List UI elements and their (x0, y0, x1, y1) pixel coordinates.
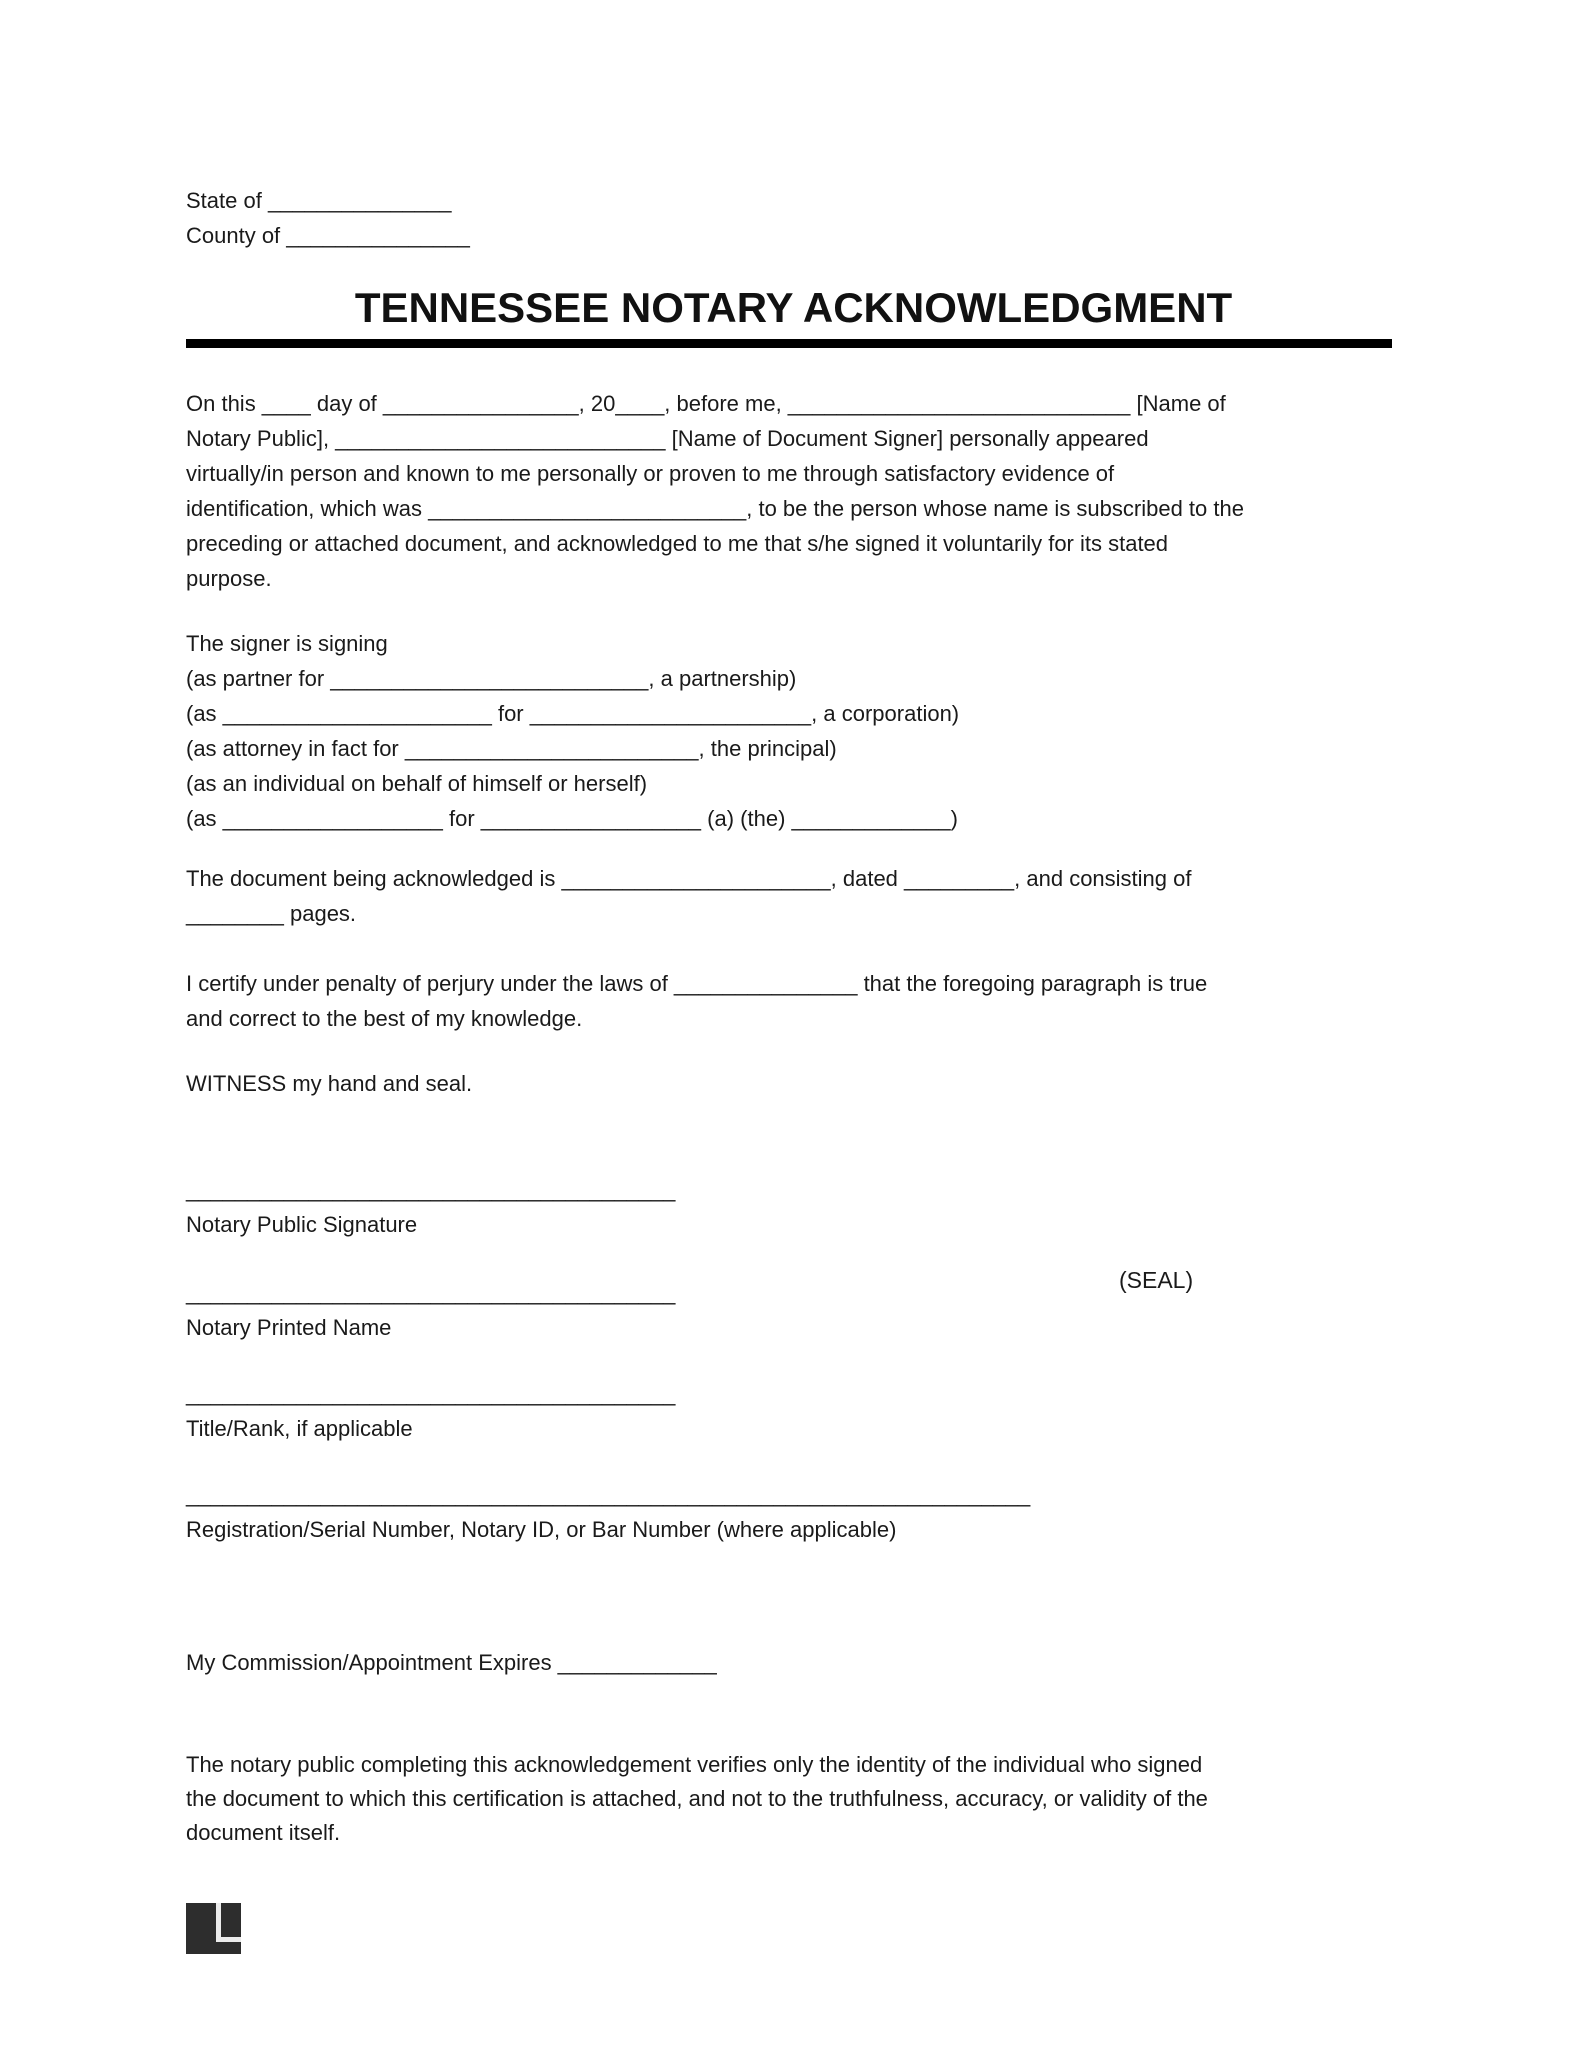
disclaimer-line: the document to which this certification is attached, and not to the truthfulness, accuracy, or validity of the (186, 1786, 1208, 1811)
certification-paragraph (186, 966, 1401, 1036)
signature-rule: _____________________________________________________________________ (186, 1482, 1031, 1507)
witness-statement (186, 1066, 1401, 1101)
intro-paragraph (186, 386, 1401, 596)
legal-templates-logo (186, 1903, 241, 1954)
signature-rule: ________________________________________ (186, 1381, 676, 1406)
signer-line: (as attorney in fact for ________________________, the principal) (186, 736, 837, 761)
disclaimer-line: The notary public completing this acknowledgement verifies only the identity of the individual who signed (186, 1752, 1203, 1777)
state-of-line: State of _______________ (186, 188, 452, 213)
logo-l-horizontal-stripe (216, 1937, 241, 1943)
document-description-line: ________ pages. (186, 901, 357, 926)
notary-disclaimer-paragraph (186, 1748, 1401, 1850)
signature-block-title-rank (186, 1376, 1401, 1446)
signature-rule: ________________________________________ (186, 1177, 676, 1202)
signature-label: Notary Printed Name (186, 1315, 392, 1340)
signer-line: (as partner for __________________________, a partnership) (186, 666, 797, 691)
certification-line: I certify under penalty of perjury under the laws of _______________ that the foregoing paragraph is true (186, 971, 1208, 996)
signature-rule: ________________________________________ (186, 1280, 676, 1305)
intro-line: On this ____ day of ________________, 20____, before me, ____________________________ [Name of (186, 391, 1226, 416)
signer-capacity-section (186, 626, 1401, 836)
signer-line: The signer is signing (186, 631, 388, 656)
seal-placeholder: (SEAL) (1119, 1267, 1194, 1293)
intro-line: virtually/in person and known to me personally or proven to me through satisfactory evidence of (186, 461, 1115, 486)
intro-line: Notary Public], ___________________________ [Name of Document Signer] personally appeared (186, 426, 1149, 451)
intro-line: identification, which was __________________________, to be the person whose name is subscribed to the (186, 496, 1244, 521)
header-jurisdiction (186, 183, 1401, 253)
certification-line: and correct to the best of my knowledge. (186, 1006, 583, 1031)
signer-line: (as ______________________ for _______________________, a corporation) (186, 701, 960, 726)
disclaimer-line: document itself. (186, 1820, 341, 1845)
commission-expiration-line (186, 1645, 1401, 1680)
page-title: TENNESSEE NOTARY ACKNOWLEDGMENT (354, 284, 1233, 331)
signature-block-registration-number (186, 1477, 1401, 1547)
signer-line: (as an individual on behalf of himself or herself) (186, 771, 648, 796)
signature-label: Registration/Serial Number, Notary ID, or Bar Number (where applicable) (186, 1517, 897, 1542)
county-of-line: County of _______________ (186, 223, 470, 248)
intro-line: purpose. (186, 566, 272, 591)
title-underline-rule (186, 339, 1392, 348)
document-description-paragraph (186, 861, 1401, 931)
signature-block-notary-signature (186, 1172, 1401, 1242)
signature-label: Notary Public Signature (186, 1212, 418, 1237)
signer-line: (as __________________ for __________________ (a) (the) _____________) (186, 806, 958, 831)
intro-line: preceding or attached document, and acknowledged to me that s/he signed it voluntarily for its stated (186, 531, 1169, 556)
document-description-line: The document being acknowledged is ______________________, dated _________, and consisting of (186, 866, 1192, 891)
commission-text: My Commission/Appointment Expires _____________ (186, 1650, 717, 1675)
witness-line: WITNESS my hand and seal. (186, 1071, 473, 1096)
logo-l-vertical-stripe (216, 1903, 221, 1940)
signature-label: Title/Rank, if applicable (186, 1416, 413, 1441)
